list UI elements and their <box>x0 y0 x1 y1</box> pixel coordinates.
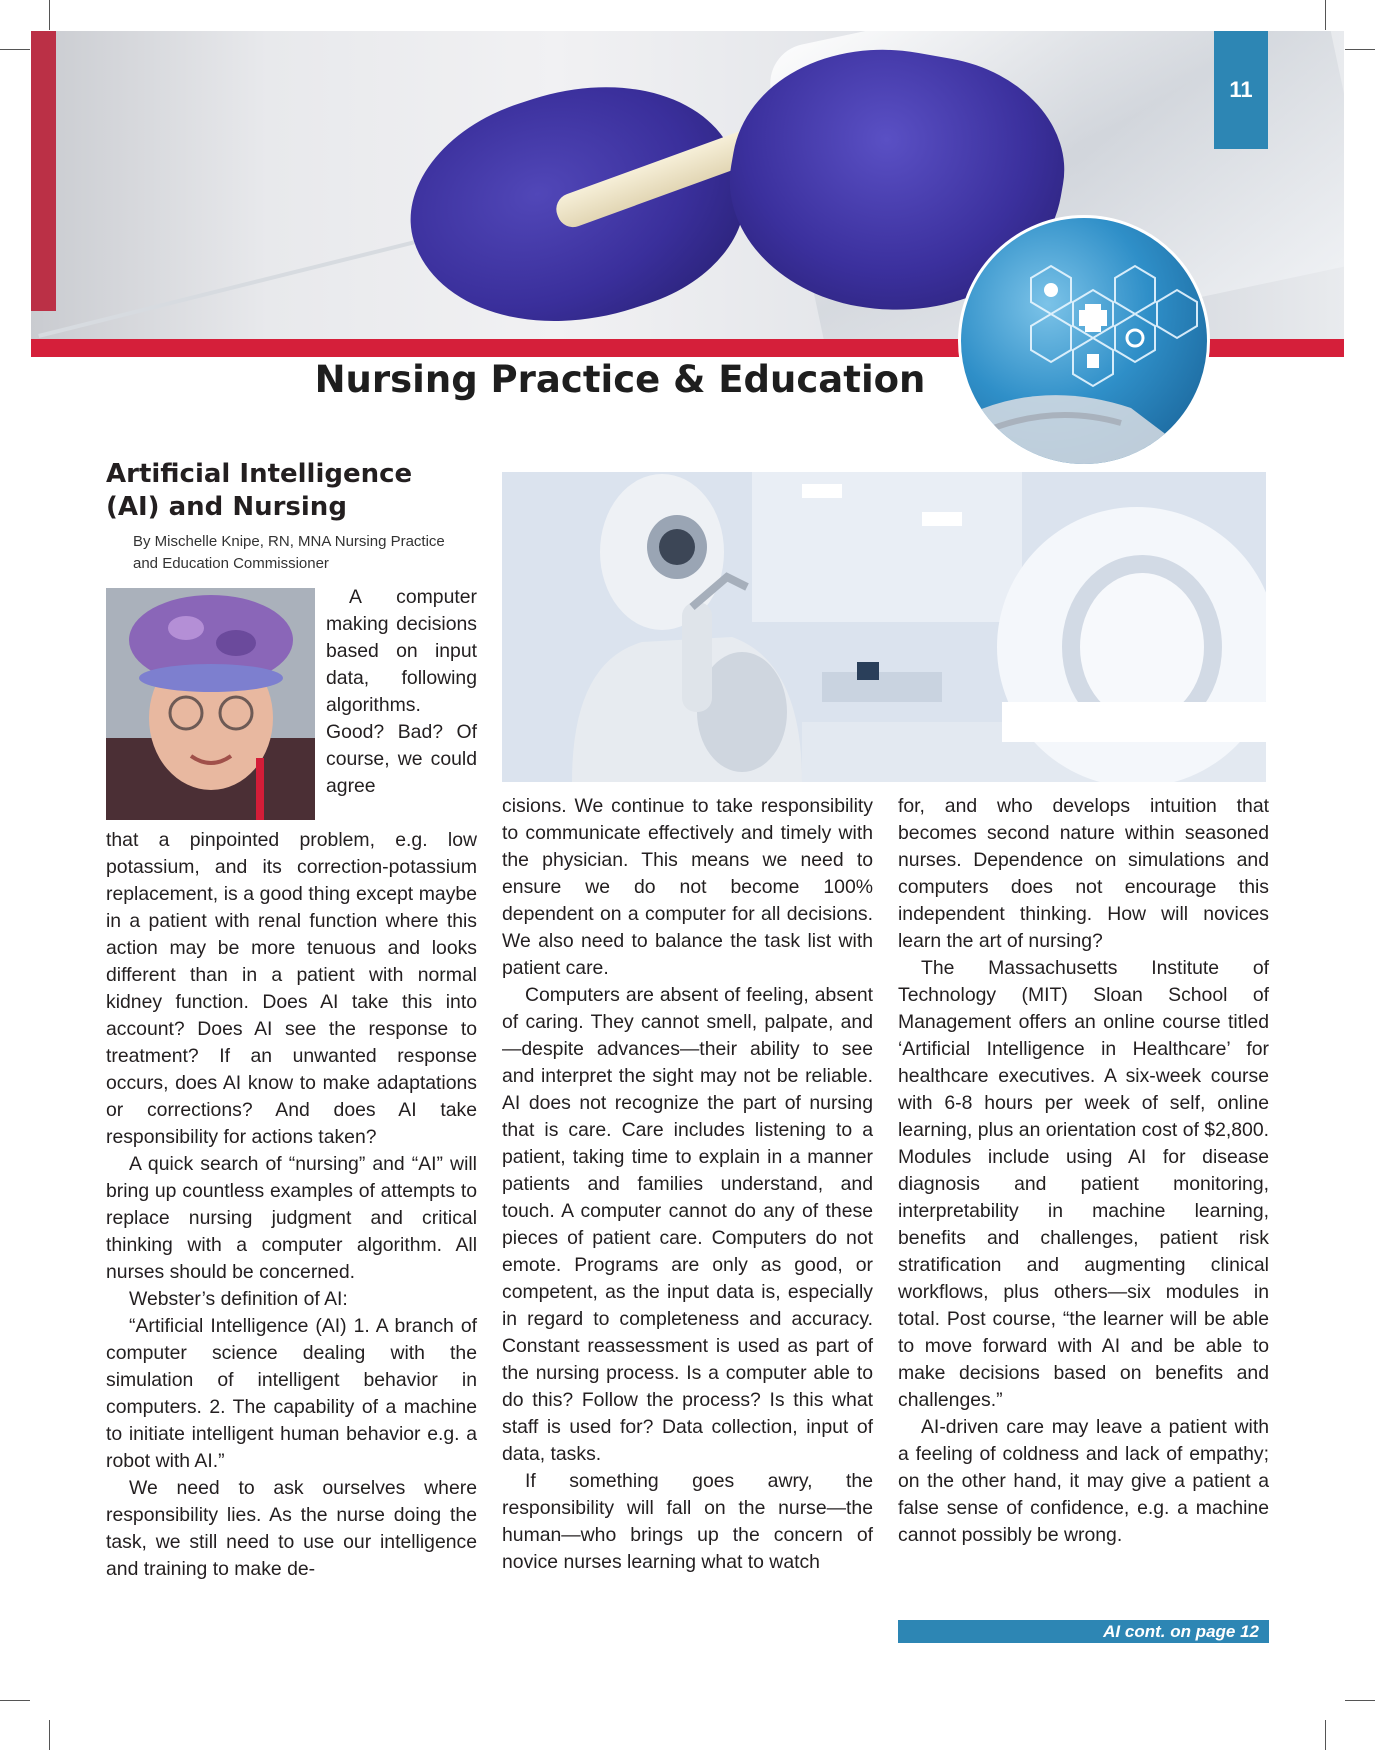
paragraph: A quick search of “nursing” and “AI” will bring up countless examples of attempts to replace nursing judgment and critical thinking with a computer algorithm. All nurses should be concerned. <box>106 1153 477 1283</box>
paragraph: “Artificial Intelligence (AI) 1. A branch of computer science dealing with the simulation of intelligent behavior in computers. 2. The capability of a machine to initiate intelligent human behavior e.g. a robot with AI.” <box>106 1315 477 1472</box>
crop-mark <box>0 49 30 50</box>
article-column-2 <box>502 793 873 1576</box>
paragraph: AI-driven care may leave a patient with a feeling of coldness and lack of empathy; on the other hand, it may give a patient a false sense of confidence, e.g. a machine cannot possibly be wrong. <box>898 1416 1269 1546</box>
paragraph: We need to ask ourselves where responsibility lies. As the nurse doing the task, we still need to use our intelligence and training to make de- <box>106 1477 477 1580</box>
paragraph: Computers are absent of feeling, absent of caring. They cannot smell, palpate, and—despite advances—their ability to see and interpret the sight may not be reliable. AI does not recognize the part of nursing that is care. Care includes listening to a patient, taking time to explain in a manner patients and families understand, and touch. A computer cannot do any of these pieces of patient care. Computers do not emote. Programs are only as good, or competent, as the input data is, especially in regard to completeness and accuracy. Constant reassessment is used as part of the nursing process. Is a computer able to do this? Follow the process? Is this what staff is used for? Data collection, input of data, tasks. <box>502 984 873 1465</box>
paragraph: The Massachusetts Institute of Technology (MIT) Sloan School of Management offers an online course titled ‘Artificial Intelligence in Healthcare’ for healthcare executives. A six-week course with 6-8 hours per week of self, online learning, plus an orientation cost of $2,800. Modules include using AI for disease diagnosis and patient monitoring, interpretability in machine learning, benefits and challenges, patient risk stratification and augmenting clinical workflows, plus others—six modules in total. Post course, “the learner will be able to move forward with AI and be able to make decisions based on benefits and challenges.” <box>898 957 1269 1411</box>
crop-mark <box>49 1720 50 1750</box>
paragraph: that a pinpointed problem, e.g. low potassium, and its correction-potassium replacement, is a good thing except maybe in a patient with renal function where this action may be more tenuous and looks different than in a patient with normal kidney function. Does AI take this into account? Does AI see the response to treatment? If an unwanted response occurs, does AI know to make adaptations or corrections? And does AI take responsibility for actions taken? <box>106 829 477 1148</box>
paragraph: cisions. We continue to take responsibility to communicate effectively and timely with the physician. This means we need to ensure we do not become 100% dependent on a computer for all decisions. We also need to balance the task list with patient care. <box>502 795 873 979</box>
crop-mark <box>49 0 50 30</box>
crop-mark <box>1325 1720 1326 1750</box>
crop-mark <box>1345 49 1375 50</box>
section-title: Nursing Practice & Education <box>314 358 926 401</box>
crop-mark <box>0 1700 30 1701</box>
article-column-1 <box>106 827 477 1583</box>
crop-mark <box>1345 1700 1375 1701</box>
page-number: 11 <box>1214 31 1268 149</box>
banner-edge <box>31 31 56 311</box>
intro-text: A computer making decisions based on input data, following algorithms. Good? Bad? Of course, we could agree <box>326 586 477 797</box>
byline: By Mischelle Knipe, RN, MNA Nursing Practice and Education Commissioner <box>133 533 445 572</box>
intro-paragraph <box>326 584 477 800</box>
article-column-3 <box>898 793 1269 1549</box>
article-title: Artificial Intelligence (AI) and Nursing <box>106 459 413 522</box>
paragraph: for, and who develops intuition that becomes second nature within seasoned nurses. Dependence on simulations and computers does not encourage this independent thinking. How will novices learn the art of nursing? <box>898 795 1269 952</box>
crop-mark <box>1325 0 1326 30</box>
continued-on-page-link[interactable]: AI cont. on page 12 <box>898 1620 1269 1643</box>
paragraph: If something goes awry, the responsibility will fall on the nurse—the human—who brings up the concern of novice nurses learning what to watch <box>502 1470 873 1573</box>
robot-photo <box>502 472 1266 782</box>
hexagon-icons <box>961 218 1210 467</box>
author-photo <box>106 588 315 820</box>
paragraph: Webster’s definition of AI: <box>129 1288 348 1310</box>
medical-tech-photo <box>958 215 1210 467</box>
